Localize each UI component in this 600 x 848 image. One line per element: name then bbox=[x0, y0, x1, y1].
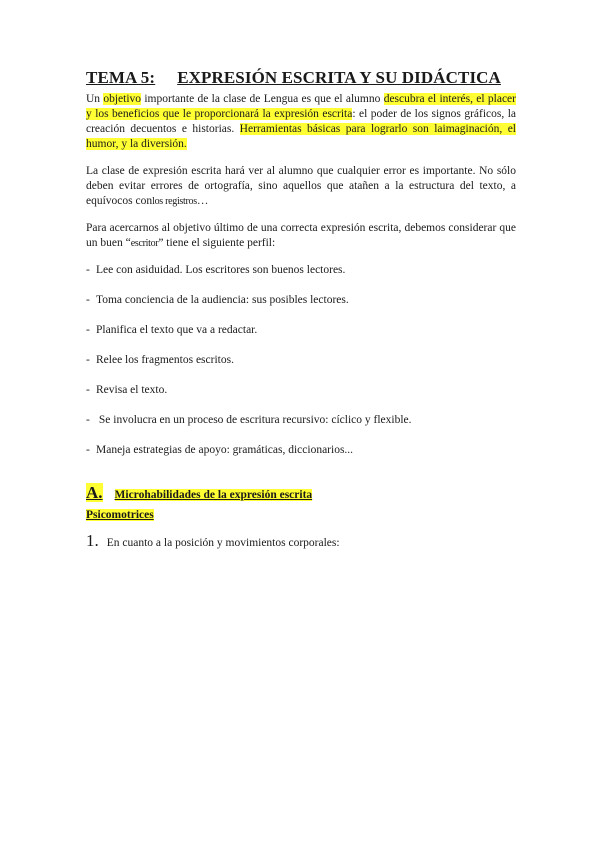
list-item-text: Lee con asiduidad. Los escritores son buenos lectores. bbox=[96, 264, 346, 276]
text-segment: importante de la clase de Lengua es que el alumno bbox=[141, 93, 384, 105]
list-item bbox=[86, 323, 516, 353]
text-segment: Un bbox=[86, 93, 104, 105]
paragraph bbox=[86, 164, 516, 209]
title-heading: EXPRESIÓN ESCRITA Y SU DIDÁCTICA bbox=[177, 68, 501, 87]
highlighted-text: Herramientas básicas para lograrlo son laimaginación, el humor, y la diversión. bbox=[86, 123, 516, 150]
paragraph bbox=[86, 92, 516, 152]
highlighted-text: objetivo bbox=[103, 93, 142, 105]
list-dash: - bbox=[86, 384, 90, 396]
list-item bbox=[86, 353, 516, 383]
numbered-item bbox=[86, 531, 516, 551]
paragraph bbox=[86, 221, 516, 251]
list-item bbox=[86, 263, 516, 293]
list-dash: - bbox=[86, 354, 90, 366]
list-dash: - bbox=[86, 294, 90, 306]
text-segment: Para acercarnos al objetivo último de una correcta expresión escrita, debemos considerar que un buen “ bbox=[86, 222, 516, 249]
list-item bbox=[86, 383, 516, 413]
document-content bbox=[86, 68, 516, 551]
list-item bbox=[86, 413, 516, 443]
section-a-letter: A. bbox=[86, 483, 103, 502]
list-item-text: Se involucra en un proceso de escritura recursivo: cíclico y flexible. bbox=[96, 414, 412, 426]
subheading-psicomotrices: Psicomotrices bbox=[86, 509, 154, 521]
list-item-text: Maneja estrategias de apoyo: gramáticas, diccionarios... bbox=[96, 444, 354, 456]
list-item bbox=[86, 293, 516, 323]
writer-profile-list bbox=[86, 263, 516, 473]
list-item-text: Toma conciencia de la audiencia: sus posibles lectores. bbox=[96, 294, 349, 306]
item-text: En cuanto a la posición y movimientos corporales: bbox=[106, 537, 340, 549]
item-number: 1. bbox=[86, 531, 99, 550]
text-segment: La clase de expresión escrita hará ver al alumno que cualquier error es importante. No sólo deben evitar errores de ortografía, sino aquellos que atañen a la estructura del texto, a equívocos con bbox=[86, 165, 516, 207]
section-a-heading bbox=[86, 483, 516, 503]
list-dash: - bbox=[86, 264, 90, 276]
text-segment: ” tiene el siguiente perfil: bbox=[158, 237, 276, 249]
list-item-text: Relee los fragmentos escritos. bbox=[96, 354, 234, 366]
list-dash: - bbox=[86, 444, 90, 456]
paragraphs bbox=[86, 92, 516, 251]
text-segment: : el poder de los signos gráficos, la creación decuentos e historias. bbox=[86, 108, 516, 135]
text-segment: … bbox=[196, 195, 209, 207]
text-segment: escritor bbox=[130, 238, 159, 249]
list-dash: - bbox=[86, 414, 90, 426]
list-item-text: Revisa el texto. bbox=[96, 384, 168, 396]
text-segment: los registros bbox=[152, 196, 197, 207]
highlighted-text: descubra el interés, el placer y los beneficios que le proporcionará la expresión escrita bbox=[86, 93, 516, 120]
section-a-label: Microhabilidades de la expresión escrita bbox=[114, 489, 313, 501]
list-dash: - bbox=[86, 324, 90, 336]
list-item-text: Planifica el texto que va a redactar. bbox=[96, 324, 258, 336]
document-title bbox=[86, 68, 516, 88]
title-tema: TEMA 5: bbox=[86, 68, 156, 87]
list-item bbox=[86, 443, 516, 473]
